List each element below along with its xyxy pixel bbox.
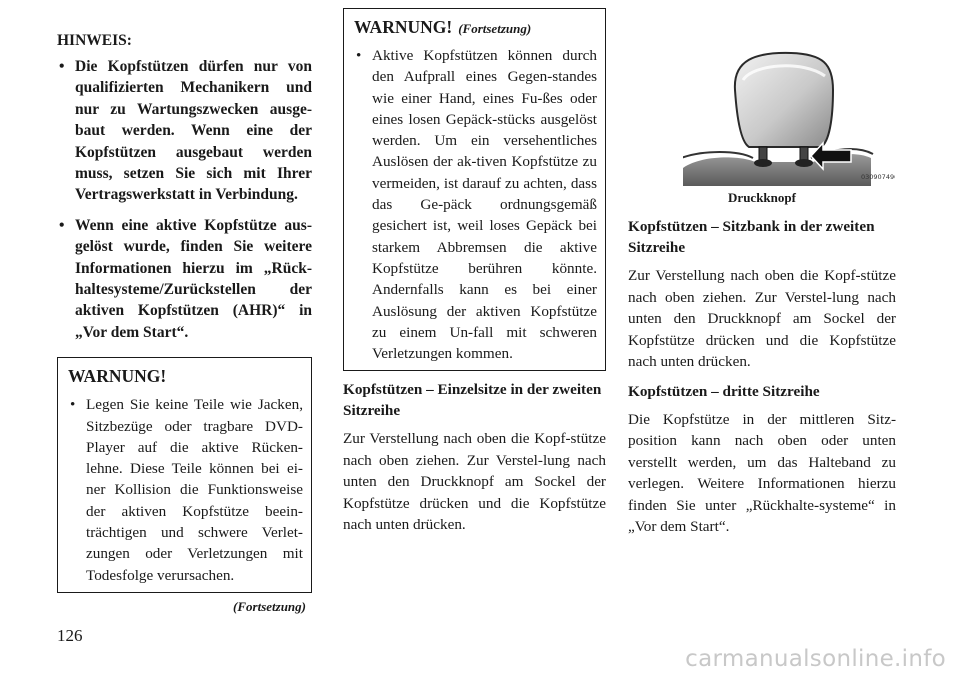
- section-second-row-bench: [628, 216, 896, 373]
- headrest-figure: [683, 50, 895, 186]
- warning-continued-label: (Fortsetzung): [458, 21, 532, 36]
- section-text: Die Kopfstütze in der mittleren Sitz-position kann nach oben oder unten verstellt werden, um das Halteband zu verlegen. Weitere Informationen hierzu finden Sie unter „Rückhalte-systeme“ in „Vor dem Start“.: [628, 410, 896, 535]
- warning-box-1: [57, 357, 312, 593]
- section-third-row: [628, 381, 896, 538]
- column-left: [57, 32, 312, 615]
- note-heading: HINWEIS:: [57, 32, 132, 49]
- warning-list: [354, 45, 597, 364]
- warning-title: WARNUNG!: [68, 366, 167, 387]
- column-middle: [343, 8, 606, 536]
- section-text: Zur Verstellung nach oben die Kopf-stütze nach oben ziehen. Zur Verstel-lung nach unten den Druckknopf am Sockel der Kopfstütze drücken und die Kopfstütze nach unten drücken.: [628, 267, 896, 370]
- warning-box-2: [343, 8, 606, 371]
- section-heading: Kopfstützen – Einzelsitze in der zweiten Sitzreihe: [343, 381, 602, 420]
- watermark: carmanualsonline.info: [685, 646, 946, 672]
- section-second-row-single: [343, 379, 606, 536]
- note-bullet-removal: • Die Kopfstützen dürfen nur von qualifizierten Mechanikern und nur zu Wartungszwecken ausge-baut werden. Wenn eine der Kopfstützen ausgebaut werden muss, setzen Sie sich mit Ihrer Vertragswerkstatt in Verbindung.: [57, 56, 312, 206]
- headrest-illustration: [683, 50, 895, 186]
- section-heading: Kopfstützen – Sitzbank in der zweiten Sitzreihe: [628, 218, 875, 256]
- note-bullet-activated: • Wenn eine aktive Kopfstütze aus-gelöst wurde, finden Sie weitere Informationen hierzu im „Rück-haltesysteme/Zurückstellen der aktiven Kopfstützen (AHR)“ in „Vor dem Start“.: [57, 215, 312, 343]
- section-heading: Kopfstützen – dritte Sitzreihe: [628, 382, 820, 400]
- figure-caption: Druckknopf: [728, 190, 796, 205]
- page-number: 126: [57, 626, 83, 645]
- warning-list: [68, 394, 303, 586]
- column-right: [628, 216, 896, 538]
- continued-label: (Fortsetzung): [233, 598, 306, 614]
- warning-bullet: • Legen Sie keine Teile wie Jacken, Sitzbezüge oder tragbare DVD-Player auf die aktive Rücken-lehne. Diese Teile können bei ei-ner Kollision die Funktionsweise der aktiven Kopfstütze beein-trächtigen und schwere Verlet-zungen oder Verletzungen mit Todesfolge verursachen.: [68, 394, 303, 586]
- figure-code: 030907490: [861, 173, 895, 181]
- warning-bullet: • Aktive Kopfstützen können durch den Aufprall eines Gegen-standes wie einer Hand, eines Fu-ßes oder eines losen Gepäck-stücks ausgelöst werden. Um ein versehentliches Auslösen der ak-tiven Kopfstütze zu vermeiden, ist darauf zu achten, dass das Ge-päck ordnungsgemäß gesichert ist, weil loses Gepäck bei starkem Abbremsen die aktive Kopfstütze berühren könnte. Andernfalls kann es bei einer Auslösung der aktiven Kopfstütze zu einem Un-fall mit schweren Verletzungen kommen.: [354, 45, 597, 364]
- warning-title: WARNUNG!: [354, 17, 453, 37]
- warning-title-continued: [354, 17, 597, 38]
- note-list: [57, 56, 312, 343]
- section-text: Zur Verstellung nach oben die Kopf-stütze nach oben ziehen. Zur Verstel-lung nach unten den Druckknopf am Sockel der Kopfstütze drücken und die Kopfstütze nach unten drücken.: [343, 430, 606, 534]
